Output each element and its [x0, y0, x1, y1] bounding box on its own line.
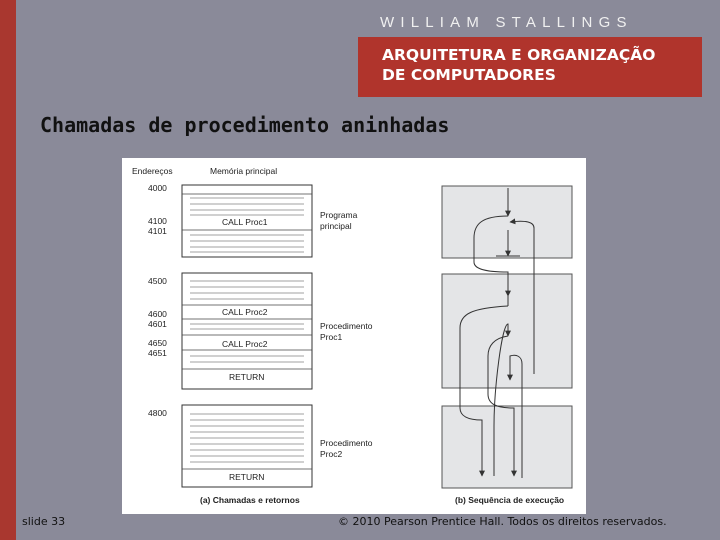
call-proc1-instruction: CALL Proc1 — [222, 217, 268, 227]
address-4000: 4000 — [148, 183, 167, 193]
address-4101: 4101 — [148, 226, 167, 236]
slide-title: Chamadas de procedimento aninhadas — [40, 113, 450, 137]
book-title-line2: DE COMPUTADORES — [382, 66, 556, 84]
proc2-block — [182, 405, 312, 487]
call-proc2-instruction-b: CALL Proc2 — [222, 339, 268, 349]
address-4600: 4600 — [148, 309, 167, 319]
address-4100: 4100 — [148, 216, 167, 226]
execution-sequence-diagram — [442, 186, 572, 488]
book-title-line1: ARQUITETURA E ORGANIZAÇÃO — [382, 46, 656, 64]
author-name: WILLIAM STALLINGS — [380, 14, 633, 31]
left-accent-bar — [0, 0, 16, 540]
proc1-label-line2: Proc1 — [320, 332, 343, 342]
address-4601: 4601 — [148, 319, 167, 329]
address-4651: 4651 — [148, 348, 167, 358]
figure-canvas — [122, 158, 586, 514]
book-title-banner — [358, 37, 702, 97]
return-proc2-instruction: RETURN — [229, 472, 265, 482]
address-4500: 4500 — [148, 276, 167, 286]
nested-procedure-figure — [122, 158, 586, 514]
address-4650: 4650 — [148, 338, 167, 348]
copyright-notice: © 2010 Pearson Prentice Hall. Todos os direitos reservados. — [338, 515, 667, 528]
main-program-label-line2: principal — [320, 221, 352, 231]
addresses-header: Endereços — [132, 166, 173, 176]
address-4800: 4800 — [148, 408, 167, 418]
main-program-block — [182, 185, 312, 257]
return-proc1-instruction: RETURN — [229, 372, 265, 382]
right-panel-caption: (b) Sequência de execução — [455, 495, 565, 505]
memory-header: Memória principal — [210, 166, 278, 176]
left-panel-caption: (a) Chamadas e retornos — [200, 495, 300, 505]
call-proc2-instruction-a: CALL Proc2 — [222, 307, 268, 317]
proc1-block — [182, 273, 312, 389]
proc1-label-line1: Procedimento — [320, 321, 373, 331]
main-program-label-line1: Programa — [320, 210, 358, 220]
proc2-label-line1: Procedimento — [320, 438, 373, 448]
slide-number: slide 33 — [22, 515, 66, 528]
proc2-label-line2: Proc2 — [320, 449, 343, 459]
